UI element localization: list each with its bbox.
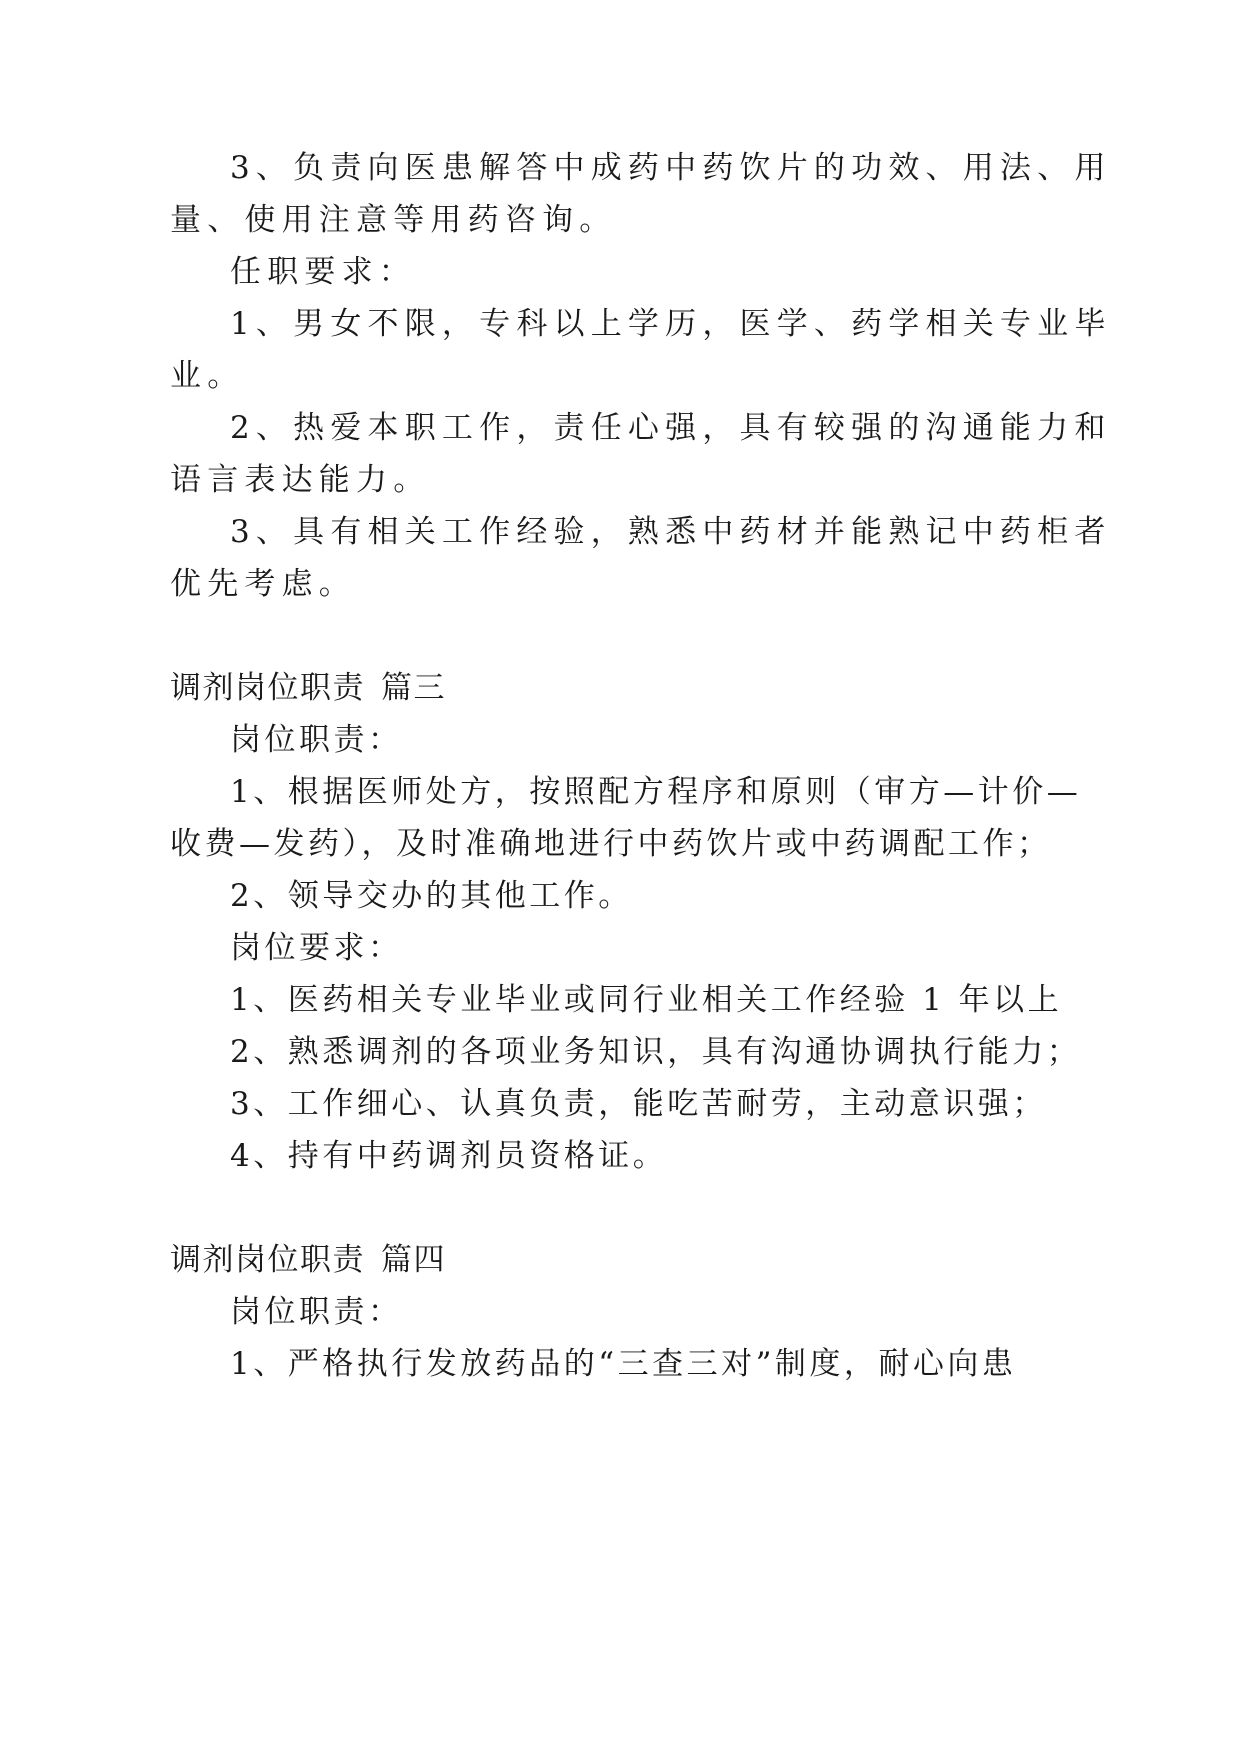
section-title: 调剂岗位职责 — [170, 1242, 365, 1278]
paragraph-line: 2、热爱本职工作，责任心强，具有较强的沟通能力和 — [230, 410, 1112, 446]
section-title: 调剂岗位职责 — [170, 670, 365, 706]
paragraph-line: 1、根据医师处方，按照配方程序和原则（审方—计价— — [230, 774, 1082, 810]
subheading: 岗位职责： — [230, 1294, 403, 1330]
paragraph-line: 3、具有相关工作经验，熟悉中药材并能熟记中药柜者 — [230, 514, 1112, 550]
subheading: 任职要求： — [230, 254, 416, 290]
paragraph-line: 业。 — [170, 358, 245, 394]
paragraph-line: 1、医药相关专业毕业或同行业相关工作经验 1 年以上 — [230, 982, 1063, 1018]
section-heading — [170, 1240, 446, 1280]
paragraph-line: 1、严格执行发放药品的“三查三对”制度，耐心向患 — [230, 1346, 1017, 1382]
paragraph-line: 1、男女不限，专科以上学历，医学、药学相关专业毕 — [230, 306, 1112, 342]
section-part: 篇三 — [381, 670, 446, 706]
paragraph-line: 3、负责向医患解答中成药中药饮片的功效、用法、用 — [230, 150, 1112, 186]
paragraph-line: 收费—发药），及时准确地进行中药饮片或中药调配工作； — [170, 826, 1052, 862]
paragraph-line: 优先考虑。 — [170, 566, 356, 602]
subheading: 岗位职责： — [230, 722, 403, 758]
paragraph-line: 量、使用注意等用药咨询。 — [170, 202, 617, 238]
section-heading — [170, 668, 446, 708]
paragraph-line: 4、持有中药调剂员资格证。 — [230, 1138, 668, 1174]
section-part: 篇四 — [381, 1242, 446, 1278]
paragraph-line: 语言表达能力。 — [170, 462, 431, 498]
paragraph-line: 3、工作细心、认真负责，能吃苦耐劳，主动意识强； — [230, 1086, 1047, 1122]
subheading: 岗位要求： — [230, 930, 403, 966]
paragraph-line: 2、熟悉调剂的各项业务知识，具有沟通协调执行能力； — [230, 1034, 1082, 1070]
paragraph-line: 2、领导交办的其他工作。 — [230, 878, 633, 914]
